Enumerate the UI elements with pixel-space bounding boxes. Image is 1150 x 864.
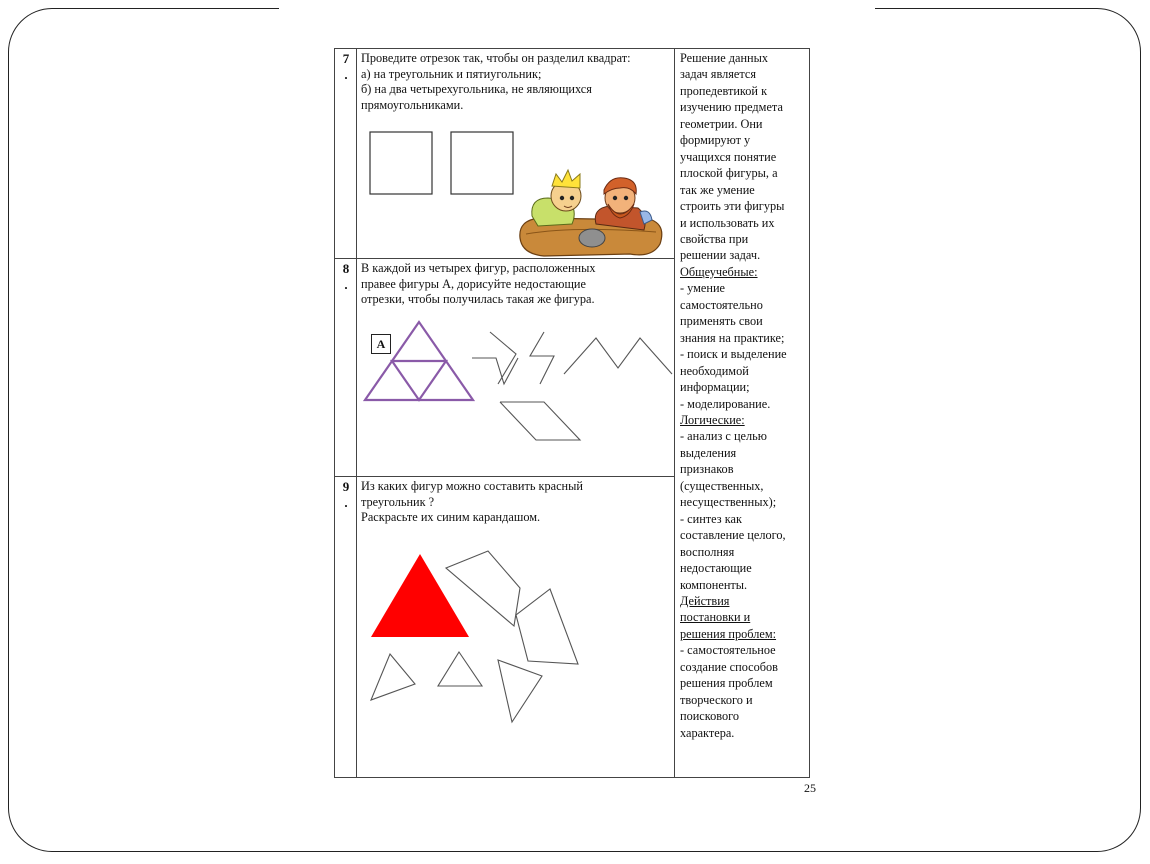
note-line: решения проблем:: [680, 626, 777, 641]
note-line: геометрии. Они: [680, 116, 763, 131]
task-7-line-4: прямоугольниками.: [361, 97, 464, 112]
piece-quadrilateral-2: [516, 589, 578, 664]
note-line: (существенных,: [680, 478, 764, 493]
note-line: формируют у: [680, 133, 751, 148]
task-7-line-2: а) на треугольник и пятиугольник;: [361, 66, 542, 81]
note-line: и использовать их: [680, 215, 775, 230]
note-line: - умение: [680, 281, 726, 296]
note-line: знания на практике;: [680, 330, 785, 345]
note-line: самостоятельно: [680, 297, 763, 312]
note-line: решения проблем: [680, 676, 773, 691]
note-line: применять свои: [680, 314, 763, 329]
note-line: свойства при: [680, 231, 749, 246]
note-line: восполняя: [680, 544, 735, 559]
note-line: творческого и: [680, 692, 753, 707]
note-line: необходимой: [680, 363, 749, 378]
piece-triangle-3: [498, 660, 542, 722]
task-8-line-2: правее фигуры А, дорисуйте недостающие: [361, 276, 586, 291]
note-line: - синтез как: [680, 511, 742, 526]
note-line: составление целого,: [680, 528, 786, 543]
task-8-number: 8 .: [342, 261, 350, 292]
task-9-line-2: треугольник ?: [361, 494, 435, 509]
slide-frame-gap: [279, 6, 875, 12]
note-line: плоской фигуры, а: [680, 166, 778, 181]
note-line: постановки и: [680, 610, 751, 625]
note-line: компоненты.: [680, 577, 748, 592]
page-number: 25: [804, 781, 816, 795]
note-line: так же умение: [680, 182, 755, 197]
task-9-line-3: Раскрасьте их синим карандашом.: [361, 510, 541, 524]
note-line: информации;: [680, 380, 750, 395]
task-9-line-1: Из каких фигур можно составить красный: [361, 479, 583, 493]
figure-a-label: А: [371, 334, 391, 354]
note-line: Решение данных: [680, 51, 769, 65]
note-line: пропедевтикой к: [680, 83, 768, 98]
task-8-line-1: В каждой из четырех фигур, расположенных: [361, 261, 596, 275]
task-7-number: 7 .: [342, 51, 350, 82]
note-line: - анализ с целью: [680, 429, 767, 444]
piece-triangle-2: [438, 652, 482, 686]
note-line: создание способов: [680, 659, 778, 674]
table-divider-notes-column: [674, 48, 675, 778]
note-line: строить эти фигуры: [680, 199, 785, 214]
notes-column: [680, 50, 808, 741]
task-7-line-1: Проведите отрезок так, чтобы он разделил квадрат:: [361, 51, 631, 65]
piece-quadrilateral-1: [446, 551, 520, 626]
note-line: признаков: [680, 462, 734, 477]
note-line: - самостоятельное: [680, 643, 776, 658]
note-line: поискового: [680, 709, 740, 724]
note-line: характера.: [680, 725, 735, 740]
note-line: задач является: [680, 67, 756, 82]
note-line: Общеучебные:: [680, 264, 758, 279]
note-line: Логические:: [680, 412, 745, 427]
note-line: Действия: [680, 593, 730, 608]
red-triangle: [371, 554, 469, 637]
note-line: - поиск и выделение: [680, 347, 787, 362]
task-8-line-3: отрезки, чтобы получилась такая же фигура.: [361, 292, 595, 306]
task-9-number: 9 .: [342, 479, 350, 510]
note-line: выделения: [680, 445, 737, 460]
note-line: - моделирование.: [680, 396, 771, 411]
note-line: изучению предмета: [680, 100, 783, 115]
note-line: учащихся понятие: [680, 149, 777, 164]
task-9-figures: [334, 48, 674, 778]
piece-triangle-1: [371, 654, 415, 700]
document-page: [334, 48, 810, 780]
task-7-line-3: б) на два четырехугольника, не являющихся: [361, 82, 592, 96]
note-line: несущественных);: [680, 495, 777, 510]
note-line: недостающие: [680, 561, 752, 576]
note-line: решении задач.: [680, 248, 761, 263]
